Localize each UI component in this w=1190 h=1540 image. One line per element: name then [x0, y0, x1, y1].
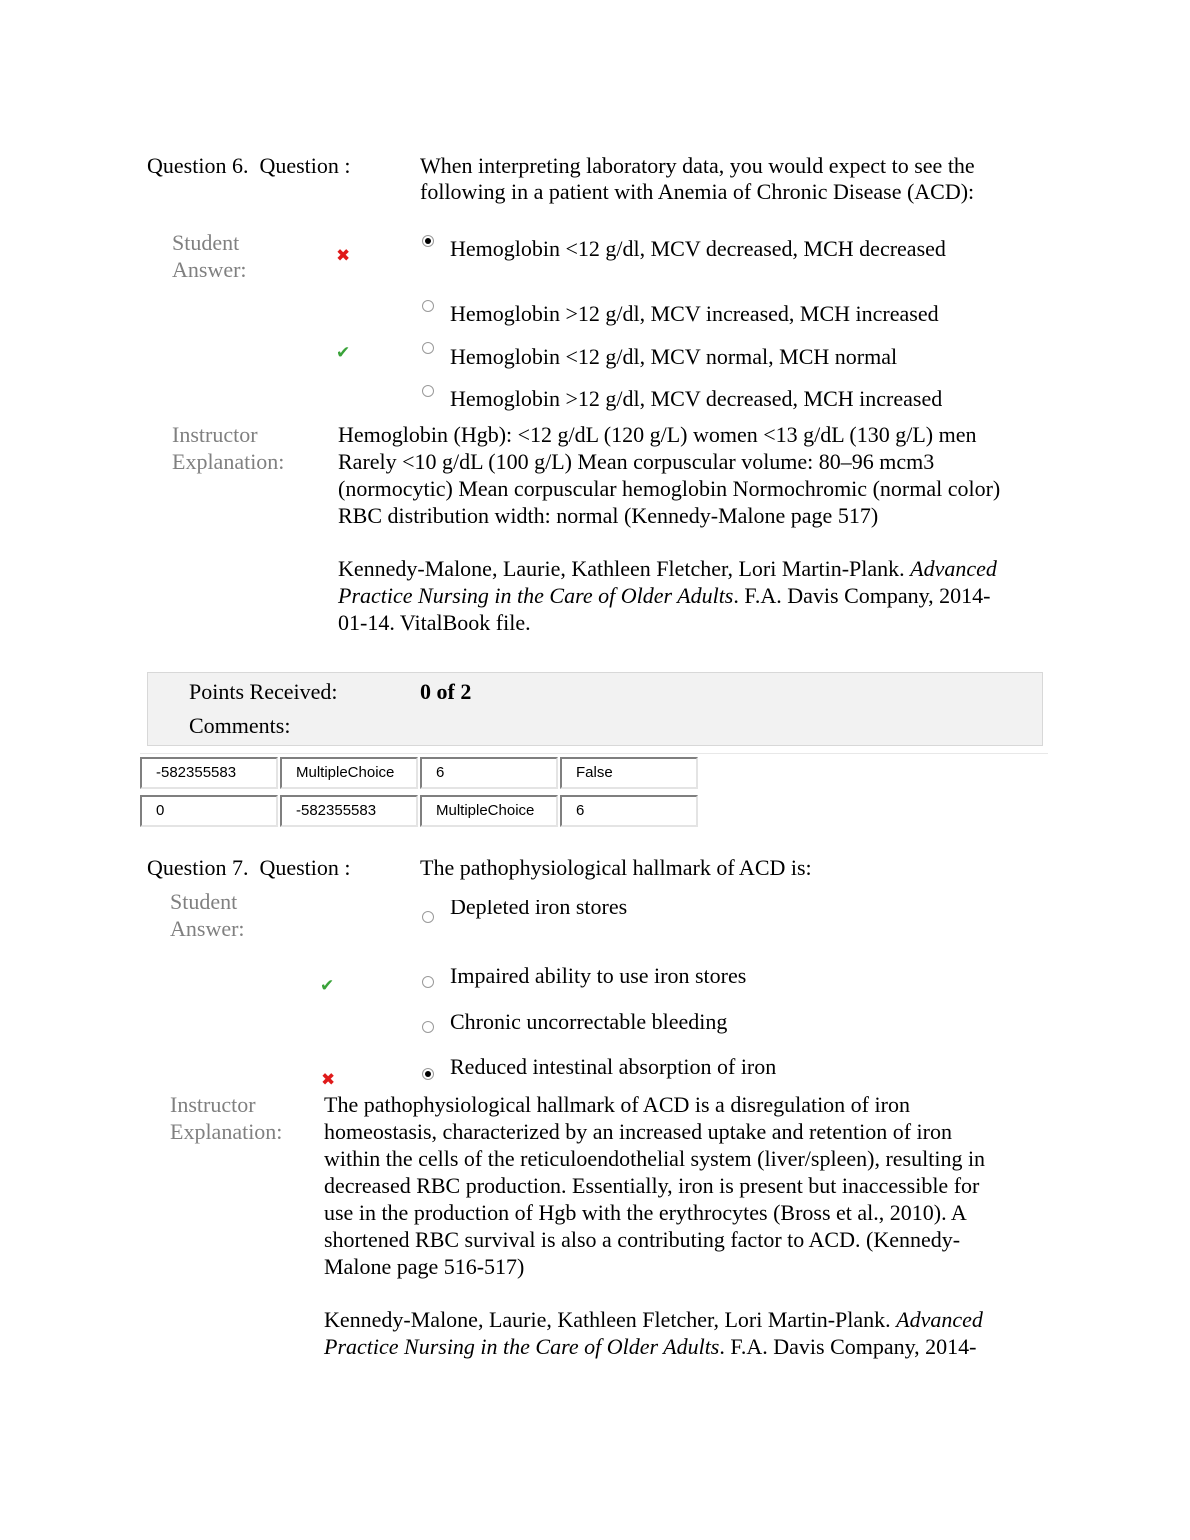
q6-option-1-radio[interactable] — [422, 235, 434, 247]
q7-student-answer-label: Student Answer: — [170, 889, 245, 941]
q6-question-line-2: following in a patient with Anemia of Chronic Disease (ACD): — [420, 179, 975, 204]
q7-option-2-label: Impaired ability to use iron stores — [450, 963, 747, 988]
q6-student-answer-label: Student Answer: — [172, 230, 247, 282]
q7-heading: Question 7. Question : — [147, 855, 351, 880]
points-received-value: 0 of 2 — [420, 679, 472, 704]
q7-option-1-clip — [450, 900, 950, 922]
q7-instructor-explanation-label: Instructor Explanation: — [170, 1092, 283, 1144]
q6-option-3-radio[interactable] — [422, 342, 434, 354]
q7-incorrect-icon: ✖ — [321, 1070, 336, 1090]
grid-cell[interactable]: False — [560, 757, 698, 789]
q6-reference: Kennedy-Malone, Laurie, Kathleen Fletcher, Lori Martin-Plank. Advanced Practice Nursing in the Care of Older Adults. F.A. Davis Company, 2014- 01-14. VitalBook file. — [338, 556, 997, 635]
q6-question-text — [420, 152, 975, 205]
q7-option-2-radio[interactable] — [422, 976, 434, 988]
grid-cell[interactable]: 6 — [420, 757, 558, 789]
q7-correct-icon: ✔ — [320, 976, 335, 996]
comments-label: Comments: — [189, 713, 291, 738]
q6-incorrect-icon: ✖ — [336, 246, 351, 266]
q7-option-3-label: Chronic uncorrectable bleeding — [450, 1009, 728, 1034]
q7-option-1-radio[interactable] — [422, 911, 434, 923]
q6-question-line-1: When interpreting laboratory data, you would expect to see the — [420, 153, 975, 178]
q6-option-1-label: Hemoglobin <12 g/dl, MCV decreased, MCH decreased — [450, 236, 946, 261]
grid-cell[interactable]: MultipleChoice — [280, 757, 418, 789]
points-received-label: Points Received: — [189, 679, 338, 704]
grid-cell[interactable]: 6 — [560, 795, 698, 827]
q6-instructor-explanation-label: Instructor Explanation: — [172, 422, 285, 474]
grid-cell[interactable]: MultipleChoice — [420, 795, 558, 827]
q6-option-2-label: Hemoglobin >12 g/dl, MCV increased, MCH increased — [450, 301, 939, 326]
q7-explanation-text: The pathophysiological hallmark of ACD is a disregulation of iron homeostasis, characterized by an increased uptake and retention of iron within the cells of the reticuloendothelial system (liver/spleen), resulting in decreased RBC production. Essentially, iron is present but inaccessible for use in the production of Hgb with the erythrocytes (Bross et al., 2010). A shortened RBC survival is also a contributing factor to ACD. (Kennedy- Malone page 516-517) — [324, 1092, 986, 1279]
q6-option-3-label: Hemoglobin <12 g/dl, MCV normal, MCH normal — [450, 344, 898, 369]
q6-heading: Question 6. Question : — [147, 153, 351, 178]
grid-cell[interactable]: -582355583 — [140, 757, 278, 789]
q7-option-4-radio[interactable] — [422, 1068, 434, 1080]
q6-option-2-radio[interactable] — [422, 300, 434, 312]
divider — [140, 753, 1048, 754]
q7-option-4-label: Reduced intestinal absorption of iron — [450, 1054, 777, 1079]
q7-reference: Kennedy-Malone, Laurie, Kathleen Fletcher, Lori Martin-Plank. Advanced Practice Nursing in the Care of Older Adults. F.A. Davis Company, 2014- — [324, 1307, 983, 1359]
q6-explanation-text: Hemoglobin (Hgb): <12 g/dL (120 g/L) women <13 g/dL (130 g/L) men Rarely <10 g/dL (100 g/L) Mean corpuscular volume: 80–96 mcm3 (normocytic) Mean corpuscular hemoglobin Normochromic (normal color) RBC distribution width: normal (Kennedy-Malone page 517) — [338, 422, 1001, 528]
grid-cell[interactable]: -582355583 — [280, 795, 418, 827]
q7-question-text: The pathophysiological hallmark of ACD is: — [420, 855, 812, 880]
q6-option-4-radio[interactable] — [422, 385, 434, 397]
grid-cell[interactable]: 0 — [140, 795, 278, 827]
q6-correct-icon: ✔ — [336, 343, 351, 363]
q6-option-4-label: Hemoglobin >12 g/dl, MCV decreased, MCH increased — [450, 386, 943, 411]
q7-option-1-label: Depleted iron stores — [450, 900, 628, 919]
q7-option-3-radio[interactable] — [422, 1021, 434, 1033]
